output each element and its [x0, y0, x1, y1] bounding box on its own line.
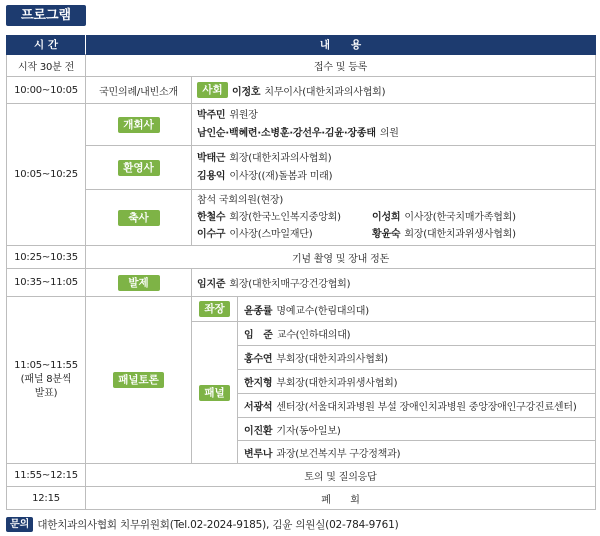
program-title-badge: 프로그램 — [6, 5, 86, 26]
panelist-title: 과장(보건복지부 구강정책과) — [276, 448, 401, 460]
moderator-badge-cell — [192, 297, 238, 322]
panelist-name: 이진환 — [244, 425, 273, 437]
photo-content: 기념 촬영 및 장내 정돈 — [86, 246, 596, 269]
speaker-title: 위원장 — [229, 109, 258, 121]
opening-remarks-content — [192, 104, 596, 146]
moderator-name: 윤종률 — [244, 305, 273, 317]
panelist-title: 부회장(대한치과위생사협회) — [276, 378, 398, 389]
speaker-name: 이성희 — [372, 212, 401, 223]
header-content: 내 용 — [86, 35, 596, 55]
speaker-title: 이사장(스마일재단) — [229, 229, 313, 240]
photo-time: 10:25~10:35 — [6, 246, 86, 269]
panel-time — [6, 297, 86, 464]
panelist-row — [238, 370, 596, 394]
congratulatory-remarks-content — [192, 190, 596, 246]
presentation-badge-cell — [86, 269, 192, 297]
presentation-badge: 발제 — [118, 275, 160, 291]
presentation-time: 10:35~11:05 — [6, 269, 86, 297]
panelists-badge-cell — [192, 322, 238, 464]
congratulatory-remarks-badge-cell — [86, 190, 192, 246]
host-title: 치무이사(대한치과의사협회) — [264, 86, 386, 98]
speaker-line — [197, 150, 331, 168]
opening-remarks-badge: 개회사 — [118, 117, 160, 133]
speaker-title: 회장(대한치과의사협회) — [229, 152, 332, 164]
contact-footer — [6, 516, 398, 532]
presenter-name: 임지준 — [197, 279, 226, 290]
moderator-row — [238, 297, 596, 322]
speaker-name: 남인순·백혜련·소병훈·강선우·김윤·장종태 — [197, 127, 376, 139]
congratulatory-remarks-badge: 축사 — [118, 210, 160, 226]
panelist-name: 홍수연 — [244, 354, 273, 365]
panelist-name: 변루나 — [244, 448, 273, 460]
panel-time-note: (패널 8분씩 — [20, 374, 72, 385]
speaker-title: 이사장((재)돌봄과 미래) — [229, 170, 333, 182]
closing-time: 12:15 — [6, 487, 86, 510]
discussion-time: 11:55~12:15 — [6, 464, 86, 487]
host-badge: 사회 — [197, 82, 228, 98]
speaker-title: 이사장(한국치매가족협회) — [404, 212, 516, 223]
speaker-name: 김용익 — [197, 170, 226, 182]
presentation-content — [192, 269, 596, 297]
panelist-title: 교수(인하대의대) — [276, 330, 351, 341]
panelist-row — [238, 394, 596, 418]
congratulatory-intro: 참석 국회의원(현장) — [197, 195, 284, 206]
speaker-title: 의원 — [379, 127, 399, 139]
panelist-name: 한지형 — [244, 378, 273, 389]
speaker-title: 회장(한국노인복지중앙회) — [229, 212, 341, 223]
opening-label: 국민의례/내빈소개 — [86, 77, 192, 104]
panel-discussion-badge-cell — [86, 297, 192, 464]
panelist-name: 임 준 — [244, 330, 273, 341]
panelist-row — [238, 441, 596, 464]
contact-text: 대한치과의사협회 치무위원회(Tel.02-2024-9185), 김윤 의원실(02-784-9761) — [37, 518, 399, 531]
speaker-name: 황윤숙 — [372, 229, 401, 240]
speaker-name: 한철수 — [197, 212, 226, 223]
congratulatory-speakers — [197, 209, 516, 243]
registration-time: 시작 30분 전 — [6, 55, 86, 77]
speaker-name: 이수구 — [197, 229, 226, 240]
speaker-line — [197, 168, 332, 186]
speaker-line — [197, 209, 372, 226]
speaker-line — [197, 125, 399, 143]
discussion-content: 토의 및 질의응답 — [86, 464, 596, 487]
welcome-remarks-badge-cell — [86, 146, 192, 190]
registration-content: 접수 및 등록 — [86, 55, 596, 77]
opening-content — [192, 77, 596, 104]
panelist-title: 센터장(서울대치과병원 부설 장애인치과병원 중앙장애인구강진료센터) — [276, 402, 577, 413]
panelist-row — [238, 418, 596, 441]
panel-discussion-badge: 패널토론 — [113, 372, 164, 388]
speaker-line — [372, 209, 516, 226]
moderator-badge: 좌장 — [199, 301, 230, 317]
contact-badge: 문의 — [6, 517, 33, 532]
panelist-row — [238, 322, 596, 346]
opening-time: 10:00~10:05 — [6, 77, 86, 104]
speaker-line — [197, 107, 258, 125]
panelist-row — [238, 346, 596, 370]
header-time: 시 간 — [6, 35, 86, 55]
presenter-title: 회장(대한치매구강건강협회) — [229, 279, 351, 290]
panelist-title: 부회장(대한치과의사협회) — [276, 354, 388, 365]
welcome-remarks-content — [192, 146, 596, 190]
speaker-line — [372, 226, 516, 243]
addresses-time: 10:05~10:25 — [6, 104, 86, 246]
closing-content: 폐 회 — [86, 487, 596, 510]
opening-remarks-badge-cell — [86, 104, 192, 146]
speaker-name: 박태근 — [197, 152, 226, 164]
welcome-remarks-badge: 환영사 — [118, 160, 160, 176]
panel-time-range: 11:05~11:55 — [14, 360, 78, 371]
host-name: 이정호 — [232, 86, 261, 98]
program-schedule-table — [6, 35, 596, 510]
panel-time-note: 발표) — [34, 388, 58, 399]
speaker-name: 박주민 — [197, 109, 226, 121]
panelists-badge: 패널 — [199, 385, 230, 401]
moderator-title: 명예교수(한림대의대) — [276, 305, 369, 317]
speaker-line — [197, 226, 372, 243]
panelist-name: 서광석 — [244, 402, 273, 413]
speaker-title: 회장(대한치과위생사협회) — [404, 229, 516, 240]
panelist-title: 기자(동아일보) — [276, 425, 341, 437]
